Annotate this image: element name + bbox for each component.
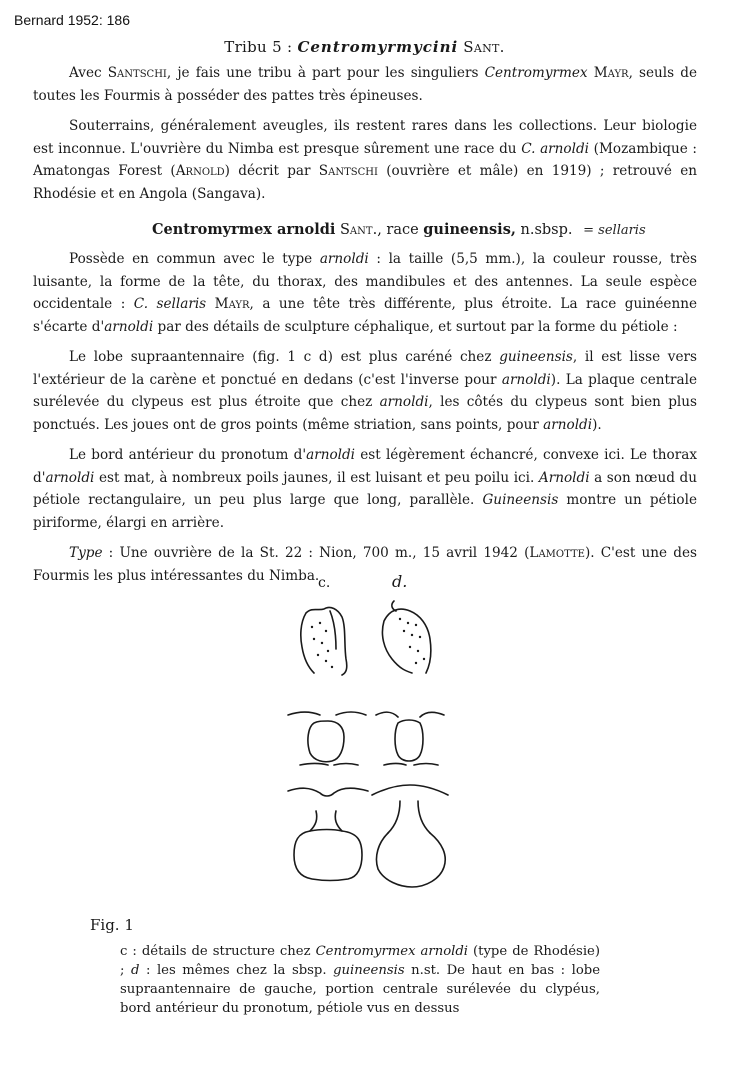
taxon-name: arnoldi <box>306 447 356 463</box>
body-paragraph-3 <box>33 444 697 534</box>
figure-label-d: d. <box>392 572 408 591</box>
taxon-name: arnoldi <box>501 371 551 388</box>
body-paragraph-1 <box>33 248 697 338</box>
figure-label: Fig. 1 <box>90 916 134 934</box>
supraantennal-lobe-c <box>301 607 347 675</box>
species-name: Centromyrmex arnoldi <box>152 221 336 238</box>
intro-section <box>33 62 697 205</box>
clypeus-c <box>288 712 366 765</box>
taxon-name: C. sellaris <box>133 296 207 312</box>
text-run: par des détails de sculpture céphalique, et surtout par la forme du pétiole : <box>153 318 678 335</box>
author-name: Santschi <box>318 163 378 179</box>
pronotum-anterior-border-d <box>372 785 448 795</box>
species-rank: , race <box>377 222 419 238</box>
text-run <box>206 296 215 312</box>
text-run: Possède en commun avec le type <box>69 251 320 267</box>
text-run: Le bord antérieur du pronotum d' <box>69 447 307 463</box>
text-run: , a une tête très différente, plus étroite. La race guinéenne s'écarte d' <box>33 296 698 335</box>
text-run: : la taille (5,5 mm.), la couleur rousse, très luisante, la forme de la tête, du thorax, des mandibules et des antennes. La seule espèce occidentale : <box>33 251 697 312</box>
text-run: ). La plaque centrale surélevée du clypeus est plus étroite que chez <box>33 371 697 410</box>
author-name: Arnold <box>175 163 225 179</box>
petiole-c <box>294 811 362 881</box>
pronotum-anterior-border-c <box>288 788 368 796</box>
taxon-name: guineensis <box>499 349 573 365</box>
taxon-name: guineensis <box>333 963 405 978</box>
text-run: (type de Rhodésie) ; <box>120 944 600 978</box>
text-run: est légèrement échancré, convexe ici. Le thorax d' <box>33 447 697 486</box>
taxon-name: arnoldi <box>104 318 154 335</box>
taxon-name: Centromyrmex <box>484 65 588 81</box>
text-run: Le lobe supraantennaire (fig. 1 c d) est plus caréné chez <box>69 349 500 365</box>
text-run: , il est lisse vers l'extérieur de la carène et ponctué en dedans (c'est l'inverse pour <box>33 349 697 388</box>
supraantennal-lobe-d <box>382 601 430 673</box>
text-run: est mat, à nombreux poils jaunes, il est luisant et peu poilu ici. <box>94 469 539 486</box>
text-run: Souterrains, généralement aveugles, ils restent rares dans les collections. Leur biologie est inconnue. L'ouvrière du Nimba est presque sûrement une race du <box>33 118 697 157</box>
author-name: Santschi <box>107 65 167 81</box>
author-name: Mayr <box>593 65 629 81</box>
taxon-name: arnoldi <box>543 416 593 433</box>
taxon-name: arnoldi <box>319 251 369 267</box>
text-run: ) décrit par <box>224 163 319 179</box>
figure-label-c: c. <box>318 575 331 591</box>
author-name: Mayr <box>214 296 250 312</box>
tribe-author: Sant. <box>463 38 505 56</box>
taxon-name: arnoldi <box>45 469 95 486</box>
figure-1-drawings <box>280 565 460 910</box>
text-run: d <box>130 963 140 978</box>
tribe-genus: Centromyrmycini <box>297 38 459 56</box>
text-run: : les mêmes chez la sbsp. <box>139 963 334 978</box>
text-run: c : détails de structure chez <box>120 944 316 959</box>
taxon-name: arnoldi <box>379 394 429 410</box>
subspecies-status: n.sbsp. <box>520 222 573 238</box>
species-author: Sant. <box>340 222 378 238</box>
tribe-heading <box>0 38 729 56</box>
species-heading <box>152 221 646 238</box>
text-run: (ouvrière et mâle) en 1919) ; retrouvé en Rhodésie et en Angola (Sangava). <box>33 163 697 202</box>
text-run: ). <box>592 416 602 433</box>
collector-name: Lamotte <box>529 545 585 561</box>
text-run: a son nœud du pétiole rectangulaire, un peu plus large que long, parallèle. <box>33 469 697 508</box>
figure-caption <box>120 942 600 1018</box>
text-run: ). C'est une des Fourmis les plus intéressantes du Nimba. <box>33 545 697 584</box>
petiole-d <box>376 801 445 887</box>
text-run: , les côtés du clypeus sont bien plus ponctués. Les joues ont de gros points (même striation, sans points, pour <box>33 394 697 433</box>
text-run: , seuls de toutes les Fourmis à posséder des pattes très épineuses. <box>33 65 698 104</box>
type-label: Type <box>69 545 103 561</box>
citation: Bernard 1952: 186 <box>14 12 130 28</box>
taxon-name: Centromyrmex arnoldi <box>315 944 469 959</box>
text-run: montre un pétiole piriforme, élargi en arrière. <box>33 492 697 531</box>
taxon-name: C. arnoldi <box>521 140 590 157</box>
subspecies-name: guineensis, <box>423 221 516 238</box>
taxon-name: Arnoldi <box>538 469 590 486</box>
text-run: (Mozambique : Amatongas Forest ( <box>33 140 697 179</box>
text-run: Avec <box>69 65 108 81</box>
taxon-name: Guineensis <box>482 492 559 508</box>
tribe-prefix: Tribu 5 : <box>224 38 293 56</box>
intro-paragraph-2 <box>33 115 697 205</box>
description-section <box>33 248 697 587</box>
text-run: n.st. De haut en bas : lobe supraantennaire de gauche, portion centrale surélevée du clypéus, bord antérieur du pronotum, pétiole vus en dessus <box>120 963 601 1016</box>
text-run: , je fais une tribu à part pour les singuliers <box>166 65 485 81</box>
clypeus-d <box>376 712 444 765</box>
handwritten-annotation: = sellaris <box>583 223 646 238</box>
body-paragraph-2 <box>33 346 697 436</box>
intro-paragraph-1 <box>33 62 697 107</box>
text-run: : Une ouvrière de la St. 22 : Nion, 700 m., 15 avril 1942 ( <box>102 545 530 561</box>
